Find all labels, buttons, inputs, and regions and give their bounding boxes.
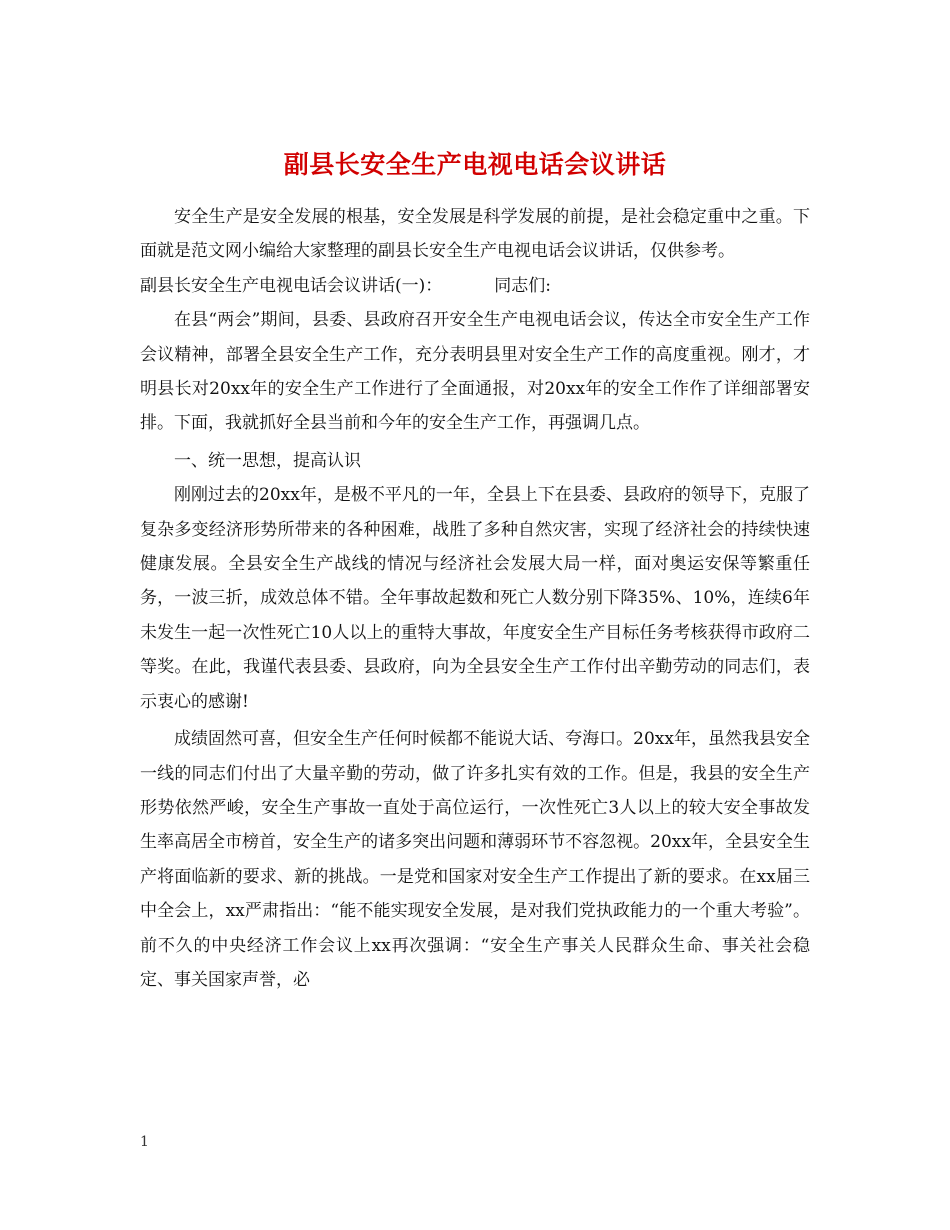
page-number: 1 <box>140 1134 149 1150</box>
document-body <box>140 200 810 997</box>
document-title: 副县长安全生产电视电话会议讲话 <box>283 149 667 179</box>
intro-paragraph: 安全生产是安全发展的根基，安全发展是科学发展的前提，是社会稳定重中之重。下面就是范文网小编给大家整理的副县长安全生产电视电话会议讲话，仅供参考。 <box>140 207 810 262</box>
salutation: 同志们: <box>494 275 551 296</box>
paragraph-3: 成绩固然可喜，但安全生产任何时候都不能说大话、夸海口。20xx年，虽然我县安全一线的同志们付出了大量辛勤的劳动，做了许多扎实有效的工作。但是，我县的安全生产形势依然严峻，安全生产事故一直处于高位运行，一次性死亡3人以上的较大安全事故发生率高居全市榜首，安全生产的诸多突出问题和薄弱环节不容忽视。20xx年，全县安全生产将面临新的要求、新的挑战。一是党和国家对安全生产工作提出了新的要求。在xx届三中全会上，xx严肃指出：“能不能实现安全发展，是对我们党执政能力的一个重大考验”。前不久的中央经济工作会议上xx再次强调：“安全生产事关人民群众生命、事关社会稳定、事关国家声誉，必 <box>140 729 810 990</box>
section-heading-1: 一、统一思想，提高认识 <box>174 450 361 471</box>
subtitle-line <box>140 269 810 303</box>
paragraph-1: 在县“两会”期间，县委、县政府召开安全生产电视电话会议，传达全市安全生产工作会议精神，部署全县安全生产工作，充分表明县里对安全生产工作的高度重视。刚才，才明县长对20xx年的安全生产工作进行了全面通报，对20xx年的安全工作作了详细部署安排。下面，我就抓好全县当前和今年的安全生产工作，再强调几点。 <box>140 310 810 434</box>
speech-subtitle: 副县长安全生产电视电话会议讲话(一)： <box>140 275 443 296</box>
paragraph-2: 刚刚过去的20xx年，是极不平凡的一年，全县上下在县委、县政府的领导下，克服了复杂多变经济形势所带来的各种困难，战胜了多种自然灾害，实现了经济社会的持续快速健康发展。全县安全生产战线的情况与经济社会发展大局一样，面对奥运安保等繁重任务，一波三折，成效总体不错。全年事故起数和死亡人数分别下降35%、10%，连续6年未发生一起一次性死亡10人以上的重特大事故，年度安全生产目标任务考核获得市政府二等奖。在此，我谨代表县委、县政府，向为全县安全生产工作付出辛勤劳动的同志们，表示衷心的感谢! <box>140 485 810 712</box>
